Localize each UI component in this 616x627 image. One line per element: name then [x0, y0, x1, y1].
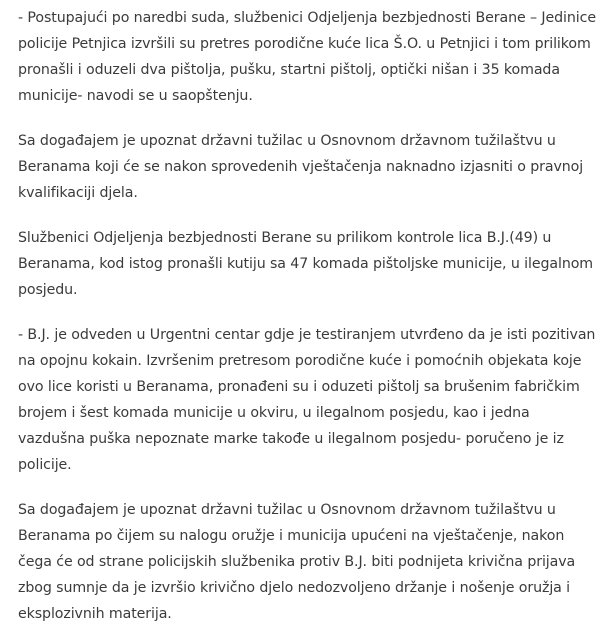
article-paragraph-3: Službenici Odjeljenja bezbjednosti Berane su prilikom kontrole lica B.J.(49) u Beranama, kod istog pronašli kutiju sa 47 komada pištoljske municije, u ilegalnom posjedu.: [18, 230, 594, 298]
article-paragraph-1: - Postupajući po naredbi suda, službenici Odjeljenja bezbjednosti Berane – Jedinice policije Petnjica izvršili su pretres porodične kuće lica Š.O. u Petnjici i tom prilikom pronašli i oduzeli dva pištolja, pušku, startni pištolj, optički nišan i 35 komada municije- navodi se u saopštenju.: [18, 10, 596, 104]
article-paragraph-5: Sa događajem je upoznat državni tužilac u Osnovnom državnom tužilaštvu u Beranama po čijem su nalogu oružje i municija upućeni na vještačenje, nakon čega će od strane policijskih službenika protiv B.J. biti podnijeta krivična prijava zbog sumnje da je izvršio krivično djelo nedozvoljeno držanje i nošenje oružja i eksplozivnih materija.: [18, 502, 576, 622]
article-paragraph-4: - B.J. je odveden u Urgentni centar gdje je testiranjem utvrđeno da je isti pozitivan na opojnu kokain. Izvršenim pretresom porodične kuće i pomoćnih objekata koje ovo lice koristi u Beranama, pronađeni su i oduzeti pištolj sa brušenim fabričkim brojem i šest komada municije u okviru, u ilegalnom posjedu, kao i jedna vazdušna puška nepoznate marke takođe u ilegalnom posjedu- poručeno je iz policije.: [18, 327, 596, 473]
article-paragraph-2: Sa događajem je upoznat državni tužilac u Osnovnom državnom tužilaštvu u Beranama koji će se nakon sprovedenih vještačenja naknadno izjasniti o pravnoj kvalifikaciji djela.: [18, 133, 584, 201]
